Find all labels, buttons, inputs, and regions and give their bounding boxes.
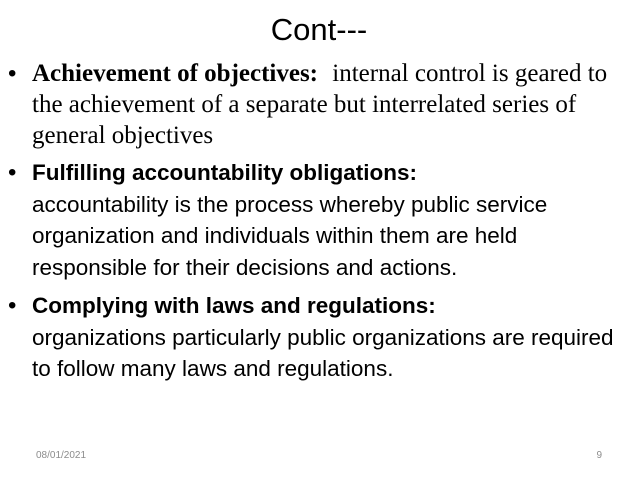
bullet-dot: •: [8, 60, 17, 87]
bullet-text: internal control is geared to the achievement of a separate but interrelated series of general objectives: [32, 60, 608, 149]
bullet-heading: Achievement of objectives:: [32, 60, 319, 87]
bullet-item-accountability: [8, 157, 630, 283]
bullet-text: accountability is the process whereby public service organization and individuals within them are held responsible for their decisions and actions.: [32, 191, 548, 280]
bullet-dot: •: [8, 292, 17, 319]
bullet-item-objectives: [8, 58, 630, 151]
bullet-list: [8, 58, 630, 385]
footer-date: 08/01/2021: [36, 450, 87, 461]
page-number: 9: [596, 450, 602, 461]
bullet-dot: •: [8, 159, 17, 186]
bullet-text: organizations particularly public organizations are required to follow many laws and regulations.: [32, 324, 614, 381]
bullet-item-laws: [8, 290, 630, 385]
bullet-heading: Complying with laws and regulations:: [32, 293, 436, 318]
slide-title: Cont---: [270, 12, 368, 47]
bullet-heading: Fulfilling accountability obligations:: [32, 160, 417, 185]
